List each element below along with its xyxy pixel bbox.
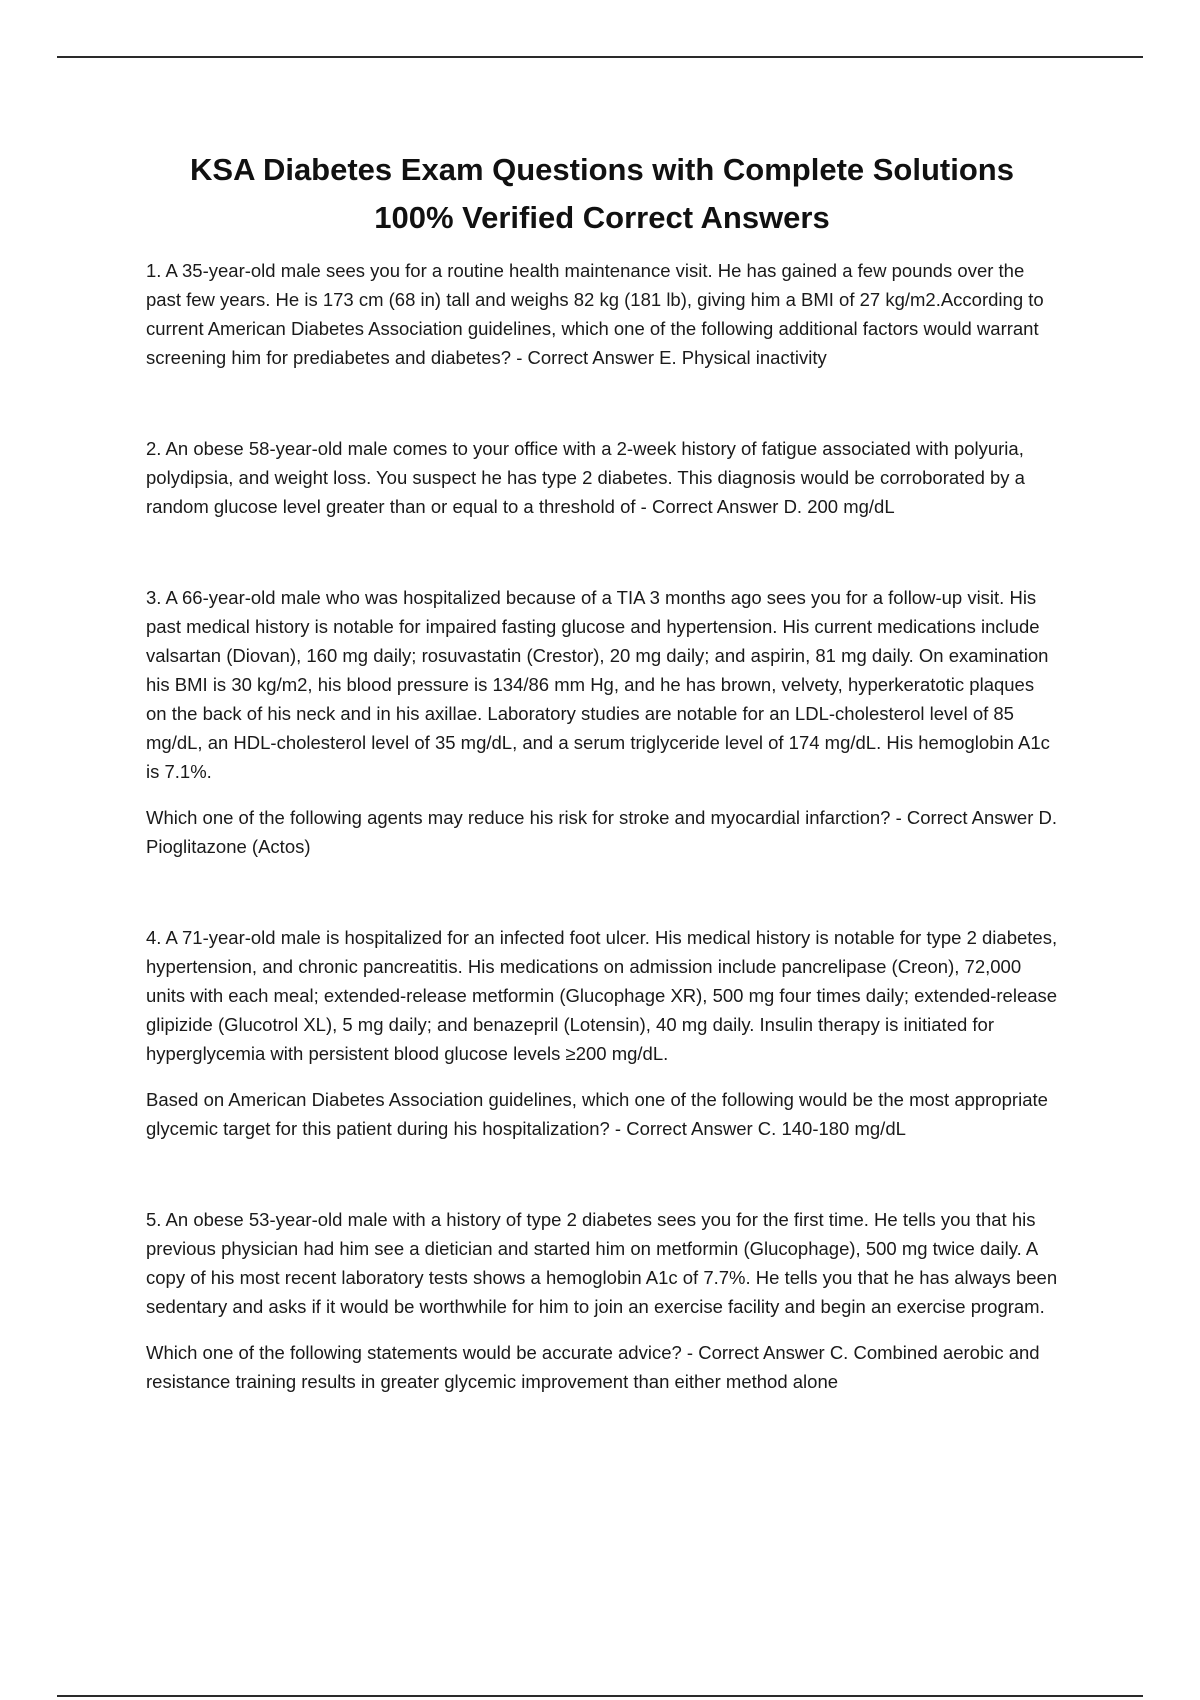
question-3 bbox=[146, 583, 1058, 861]
title-line-2: 100% Verified Correct Answers bbox=[374, 200, 830, 235]
question-1-text: 1. A 35-year-old male sees you for a routine health maintenance visit. He has gained a few pounds over the past few years. He is 173 cm (68 in) tall and weighs 82 kg (181 lb), giving him a BMI of 27 kg/m2.According to current American Diabetes Association guidelines, which one of the following additional factors would warrant screening him for prediabetes and diabetes? - Correct Answer E. Physical inactivity bbox=[146, 260, 1044, 368]
question-2 bbox=[146, 434, 1058, 521]
question-3-answer: Which one of the following agents may reduce his risk for stroke and myocardial infarction? - Correct Answer D. Pioglitazone (Actos) bbox=[146, 807, 1058, 857]
header-rule bbox=[57, 56, 1143, 58]
document-page bbox=[146, 146, 1058, 1396]
title-line-1: KSA Diabetes Exam Questions with Complete Solutions bbox=[190, 152, 1014, 187]
question-4 bbox=[146, 923, 1058, 1143]
question-1 bbox=[146, 256, 1058, 372]
question-5-answer: Which one of the following statements would be accurate advice? - Correct Answer C. Combined aerobic and resistance training results in greater glycemic improvement than either method alone bbox=[146, 1342, 1040, 1392]
question-5 bbox=[146, 1205, 1058, 1396]
question-4-text: 4. A 71-year-old male is hospitalized for an infected foot ulcer. His medical history is notable for type 2 diabetes, hypertension, and chronic pancreatitis. His medications on admission include pancrelipase (Creon), 72,000 units with each meal; extended-release metformin (Glucophage XR), 500 mg four times daily; extended-release glipizide (Glucotrol XL), 5 mg daily; and benazepril (Lotensin), 40 mg daily. Insulin therapy is initiated for hyperglycemia with persistent blood glucose levels ≥200 mg/dL. bbox=[146, 927, 1058, 1064]
question-2-text: 2. An obese 58-year-old male comes to your office with a 2-week history of fatigue associated with polyuria, polydipsia, and weight loss. You suspect he has type 2 diabetes. This diagnosis would be corroborated by a random glucose level greater than or equal to a threshold of - Correct Answer D. 200 mg/dL bbox=[146, 438, 1025, 517]
footer-rule bbox=[57, 1695, 1143, 1697]
document-title bbox=[146, 146, 1058, 242]
question-4-answer: Based on American Diabetes Association guidelines, which one of the following would be the most appropriate glycemic target for this patient during his hospitalization? - Correct Answer C. 140-180 mg/dL bbox=[146, 1089, 1048, 1139]
question-5-text: 5. An obese 53-year-old male with a history of type 2 diabetes sees you for the first time. He tells you that his previous physician had him see a dietician and started him on metformin (Glucophage), 500 mg twice daily. A copy of his most recent laboratory tests shows a hemoglobin A1c of 7.7%. He tells you that he has always been sedentary and asks if it would be worthwhile for him to join an exercise facility and begin an exercise program. bbox=[146, 1209, 1058, 1317]
question-3-text: 3. A 66-year-old male who was hospitalized because of a TIA 3 months ago sees you for a follow-up visit. His past medical history is notable for impaired fasting glucose and hypertension. His current medications include valsartan (Diovan), 160 mg daily; rosuvastatin (Crestor), 20 mg daily; and aspirin, 81 mg daily. On examination his BMI is 30 kg/m2, his blood pressure is 134/86 mm Hg, and he has brown, velvety, hyperkeratotic plaques on the back of his neck and in his axillae. Laboratory studies are notable for an LDL-cholesterol level of 85 mg/dL, an HDL-cholesterol level of 35 mg/dL, and a serum triglyceride level of 174 mg/dL. His hemoglobin A1c is 7.1%. bbox=[146, 587, 1050, 782]
